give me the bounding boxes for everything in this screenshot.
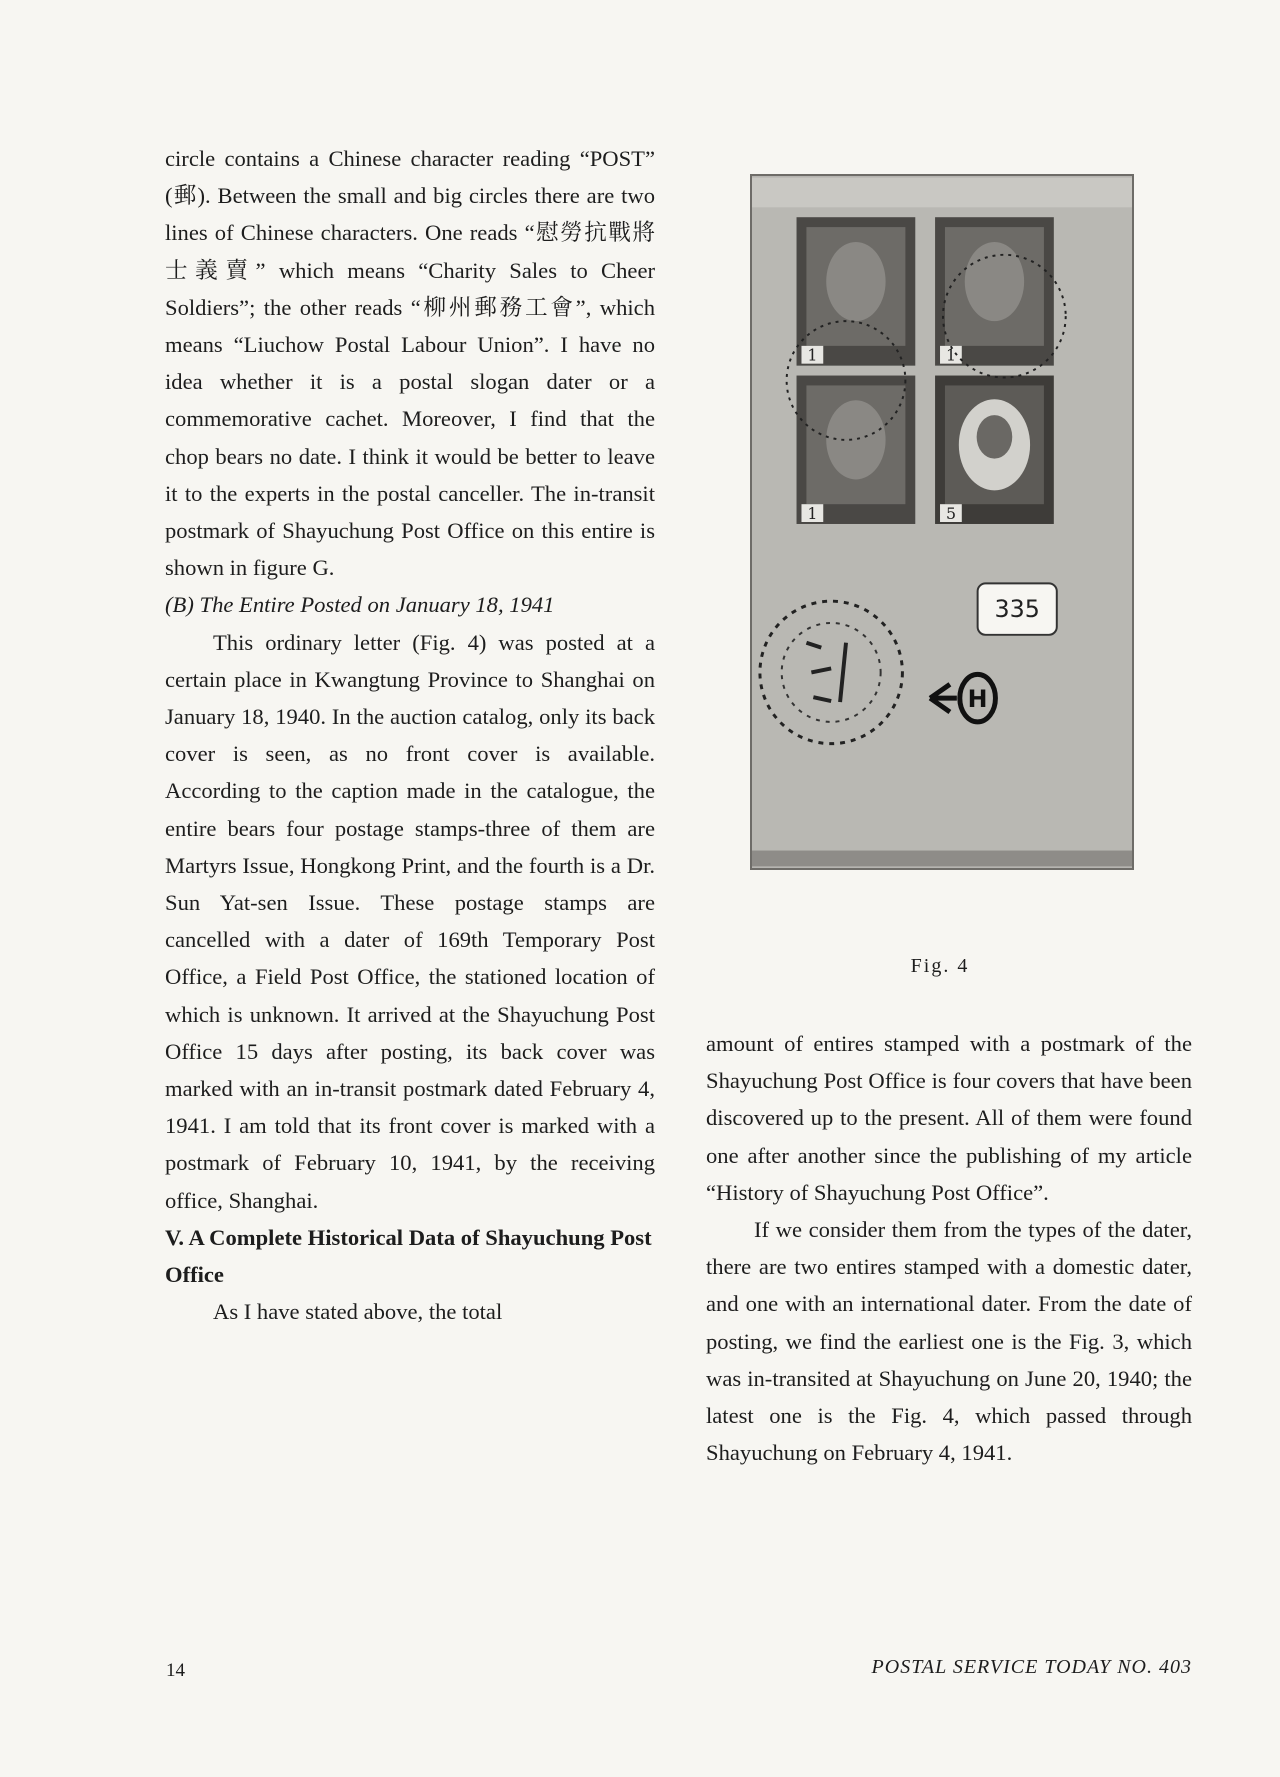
catalog-label-number: 335 — [994, 595, 1040, 623]
stamp-martyr-1 — [797, 217, 916, 365]
paragraph-types-of-dater: If we consider them from the types of the dater, there are two entires stamped with a domestic dater, and one with an international dater. From the date of posting, we find the earliest one is the Fig. 3, which was in-transited at Shayuchung on June 20, 1940; the latest one is the Fig. 4, which passed through Shayuchung on February 4, 1941. — [706, 1217, 1192, 1466]
paragraph-ordinary-letter: This ordinary letter (Fig. 4) was posted at a certain place in Kwangtung Province to Shanghai on January 18, 1940. In the auction catalog, only its back cover is seen, as no front cover is available. According to the caption made in the catalogue, the entire bears four postage stamps-three of them are Martyrs Issue, Hongkong Print, and the fourth is a Dr. Sun Yat-sen Issue. These postage stamps are cancelled with a dater of 169th Temporary Post Office, a Field Post Office, the stationed location of which is unknown. It arrived at the Shayuchung Post Office 15 days after posting, its back cover was marked with an in-transit postmark dated February 4, 1941. I am told that its front cover is marked with a postmark of February 10, 1941, by the receiving office, Shanghai. — [165, 629, 655, 1213]
paragraph-charity-sales: circle contains a Chinese character reading “POST” (郵). Between the small and big circles there are two lines of Chinese characters. One reads “慰勞抗戰將士義賣” which means “Charity Sales to Cheer Soldiers”; the other reads “柳州郵務工會”, which means “Liuchow Postal Labour Union”. I have no idea whether it is a postal slogan dater or a commemorative cachet. Moreover, I find that the chop bears no date. I think it would be better to leave it to the experts in the postal canceller. The in-transit postmark of Shayuchung Post Office on this entire is shown in figure G. — [165, 146, 655, 581]
figure-4-cover-photo — [750, 174, 1134, 870]
paragraph-amount-of-entires: amount of entires stamped with a postmark of the Shayuchung Post Office is four covers that have been discovered up to the present. All of them were found one after another since the publishing of my article “History of Shayuchung Post Office”. — [706, 1031, 1192, 1205]
stamp-martyr-2 — [935, 217, 1054, 365]
paragraph-total-start: As I have stated above, the total — [213, 1299, 503, 1325]
stamp-value-1: 1 — [807, 345, 818, 365]
stamp-value-4: 5 — [945, 504, 957, 524]
stamp-sun-yat-sen — [935, 376, 1054, 524]
cover-illustration — [752, 176, 1132, 868]
stamp-value-3: 1 — [807, 504, 818, 524]
right-column — [706, 1025, 1192, 1471]
left-column — [165, 140, 655, 1331]
stamp-martyr-3 — [797, 376, 916, 524]
catalog-label — [978, 583, 1057, 634]
section-heading-historical-data: V. A Complete Historical Data of Shayuchung Post Office — [165, 1224, 652, 1288]
h-mark-letter: H — [967, 685, 988, 714]
subheading-entire-1941: (B) The Entire Posted on January 18, 1941 — [165, 592, 555, 618]
stamp-value-2: 1 — [945, 345, 957, 365]
journal-footer: POSTAL SERVICE TODAY NO. 403 — [871, 1656, 1192, 1678]
page-number: 14 — [166, 1660, 185, 1681]
figure-caption: Fig. 4 — [910, 955, 970, 977]
